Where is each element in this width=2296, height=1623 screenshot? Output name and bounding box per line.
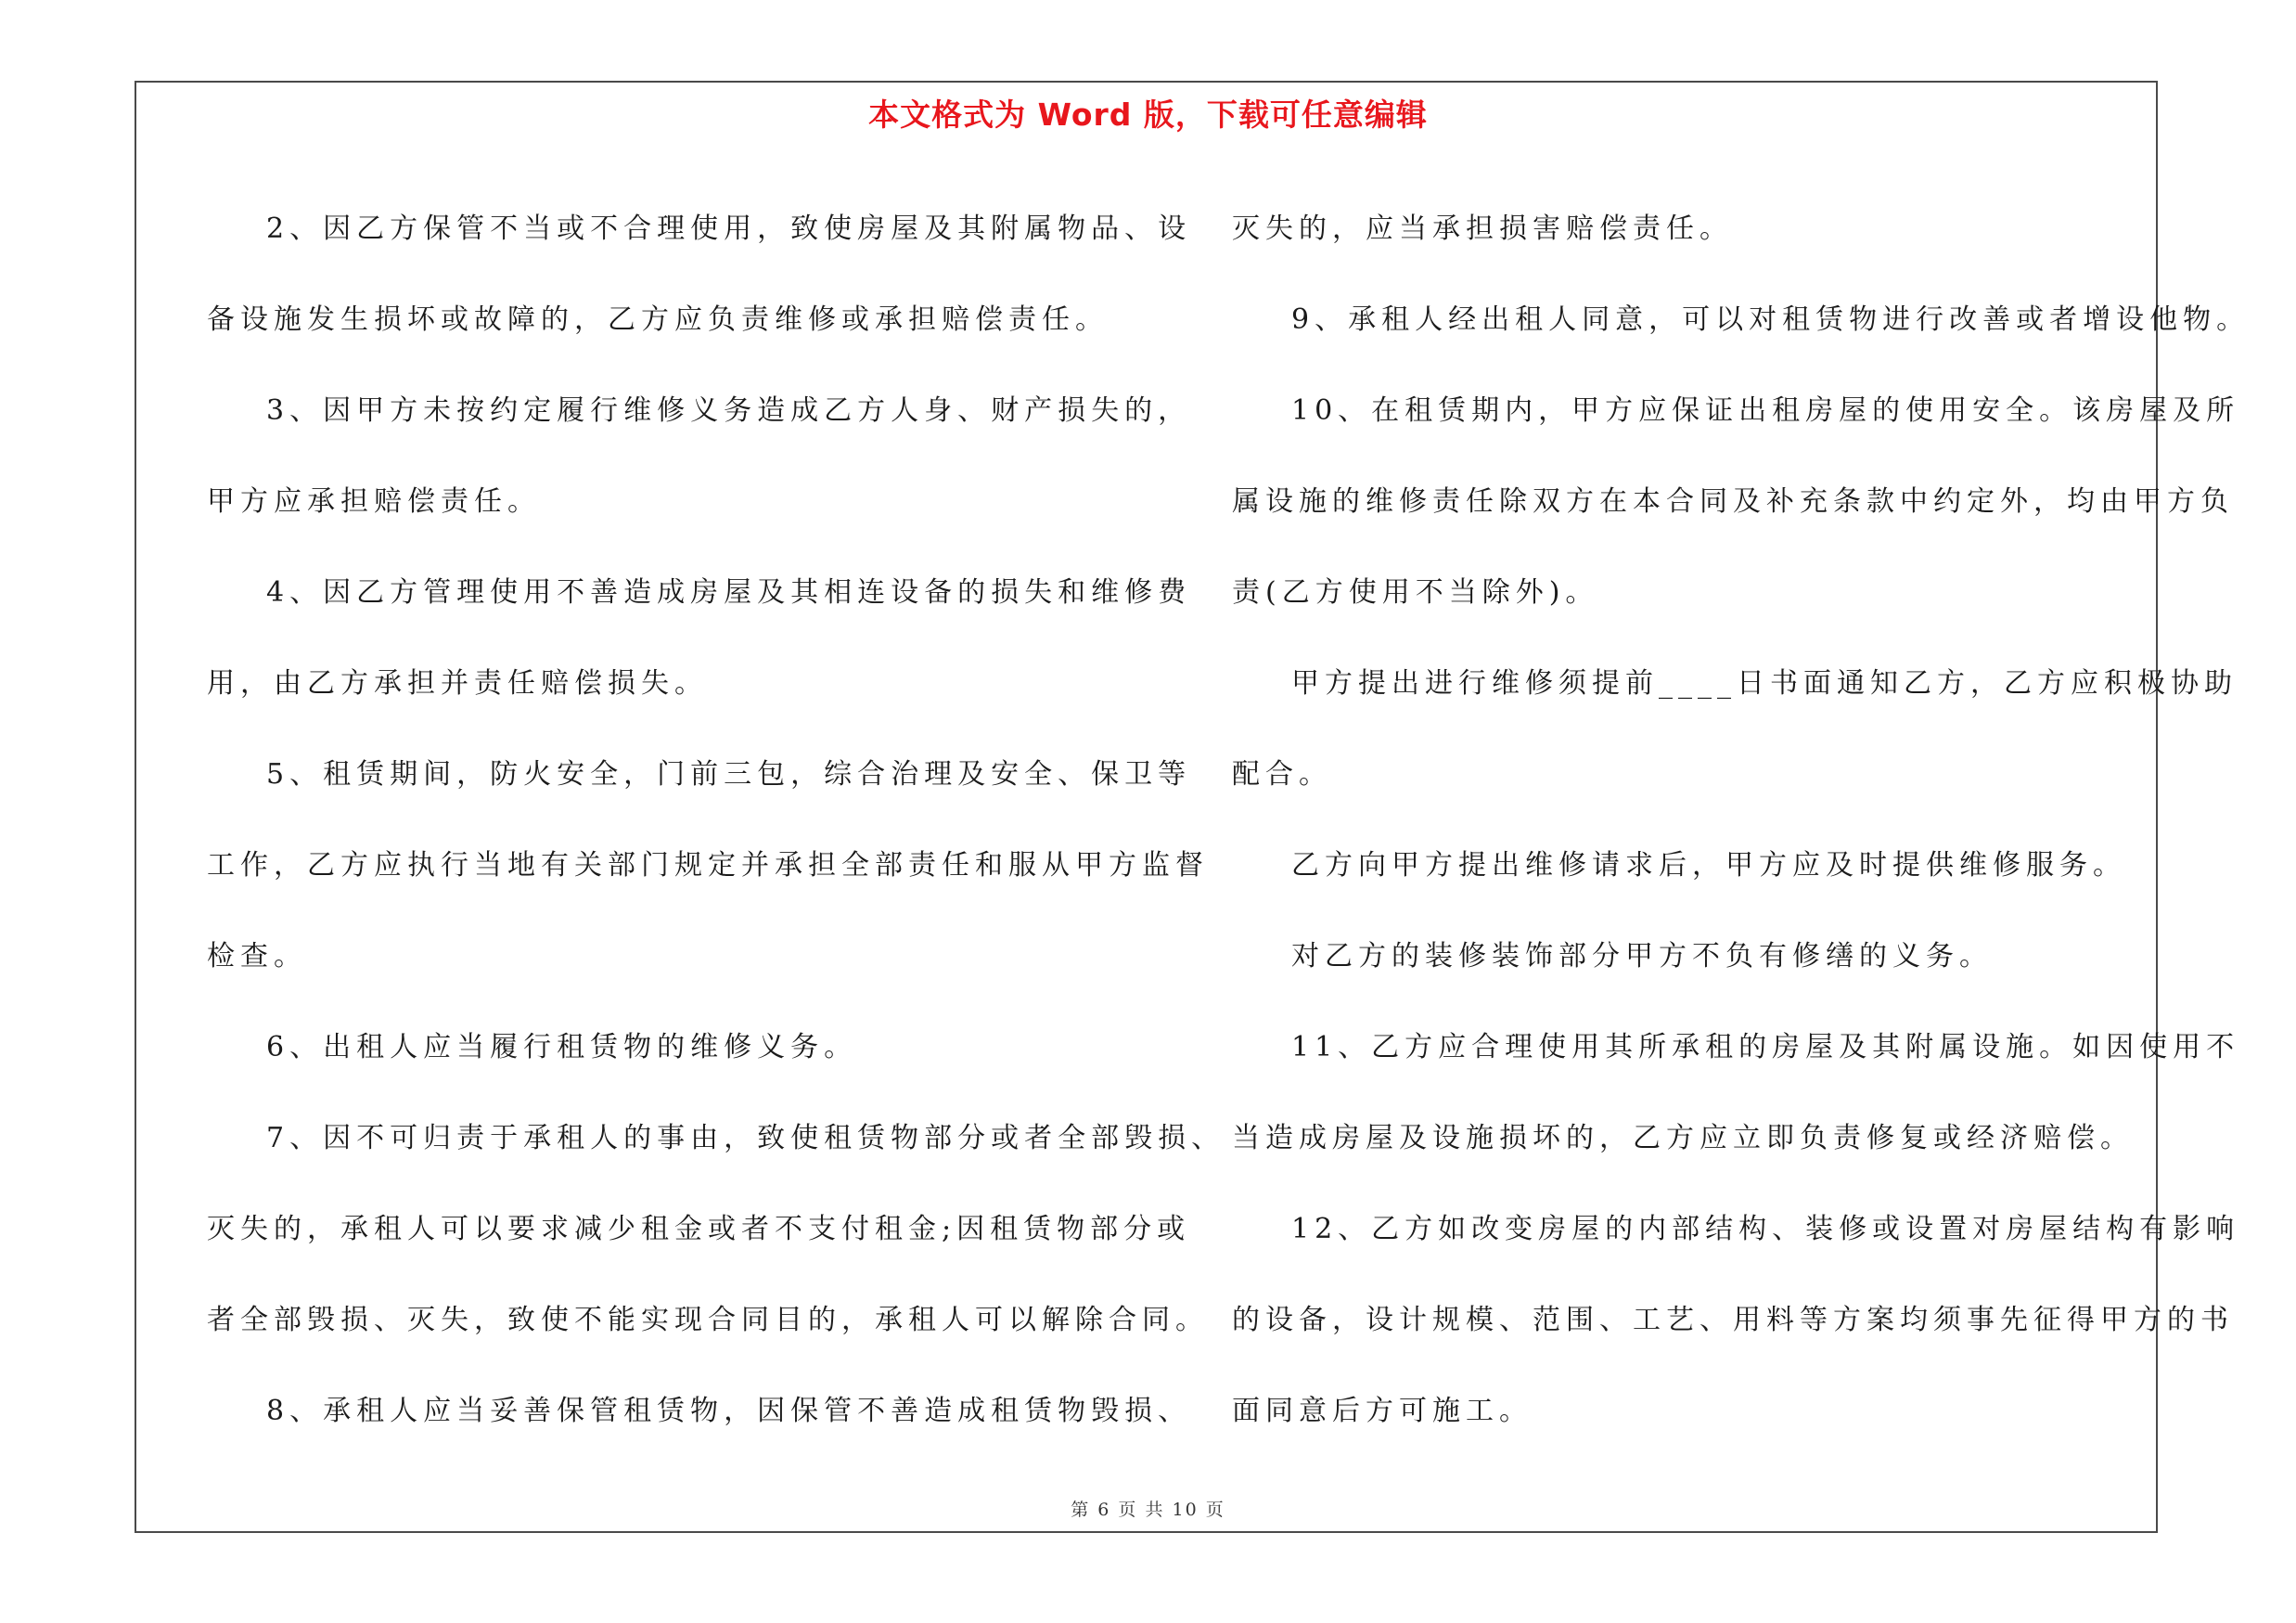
- text-line: 9、承租人经出租人同意，可以对租赁物进行改善或者增设他物。: [1291, 303, 2251, 336]
- text-line: 12、乙方如改变房屋的内部结构、装修或设置对房屋结构有影响: [1291, 1213, 2240, 1245]
- text-line: 甲方提出进行维修须提前____日书面通知乙方，乙方应积极协助: [1291, 667, 2238, 700]
- text-line: 2、因乙方保管不当或不合理使用，致使房屋及其附属物品、设: [266, 213, 1192, 245]
- right-text-column: [1232, 184, 2251, 1457]
- text-line: 8、承租人应当妥善保管租赁物，因保管不善造成租赁物毁损、: [266, 1395, 1192, 1427]
- text-line: 灭失的，应当承担损害赔偿责任。: [1232, 213, 1733, 245]
- page-number-footer: 第 6 页 共 10 页: [1071, 1500, 1225, 1520]
- text-line: 配合。: [1232, 758, 1332, 791]
- text-line: 工作，乙方应执行当地有关部门规定并承担全部责任和服从甲方监督: [207, 849, 1209, 882]
- text-line: 用，由乙方承担并责任赔偿损失。: [207, 667, 708, 700]
- text-line: 3、因甲方未按约定履行维修义务造成乙方人身、财产损失的，: [266, 394, 1192, 427]
- text-line: 6、出租人应当履行租赁物的维修义务。: [266, 1031, 858, 1063]
- text-line: 备设施发生损坏或故障的，乙方应负责维修或承担赔偿责任。: [207, 303, 1109, 336]
- left-text-column: [207, 184, 1225, 1457]
- text-line: 属设施的维修责任除双方在本合同及补充条款中约定外，均由甲方负: [1232, 485, 2234, 518]
- format-notice-banner: 本文格式为 Word 版，下载可任意编辑: [868, 97, 1428, 133]
- text-line: 灭失的，承租人可以要求减少租金或者不支付租金;因租赁物部分或: [207, 1213, 1191, 1245]
- text-line: 10、在租赁期内，甲方应保证出租房屋的使用安全。该房屋及所: [1291, 394, 2240, 427]
- text-line: 5、租赁期间，防火安全，门前三包，综合治理及安全、保卫等: [266, 758, 1192, 791]
- text-line: 面同意后方可施工。: [1232, 1395, 1533, 1427]
- text-line: 责(乙方使用不当除外)。: [1232, 576, 1599, 609]
- text-line: 的设备，设计规模、范围、工艺、用料等方案均须事先征得甲方的书: [1232, 1304, 2234, 1336]
- text-line: 乙方向甲方提出维修请求后，甲方应及时提供维修服务。: [1291, 849, 2126, 882]
- text-line: 7、因不可归责于承租人的事由，致使租赁物部分或者全部毁损、: [266, 1122, 1225, 1154]
- text-line: 者全部毁损、灭失，致使不能实现合同目的，承租人可以解除合同。: [207, 1304, 1209, 1336]
- text-line: 检查。: [207, 940, 307, 973]
- text-line: 甲方应承担赔偿责任。: [207, 485, 541, 518]
- text-line: 当造成房屋及设施损坏的，乙方应立即负责修复或经济赔偿。: [1232, 1122, 2134, 1154]
- text-line: 对乙方的装修装饰部分甲方不负有修缮的义务。: [1291, 940, 1993, 973]
- text-line: 11、乙方应合理使用其所承租的房屋及其附属设施。如因使用不: [1291, 1031, 2240, 1063]
- text-line: 4、因乙方管理使用不善造成房屋及其相连设备的损失和维修费: [266, 576, 1192, 609]
